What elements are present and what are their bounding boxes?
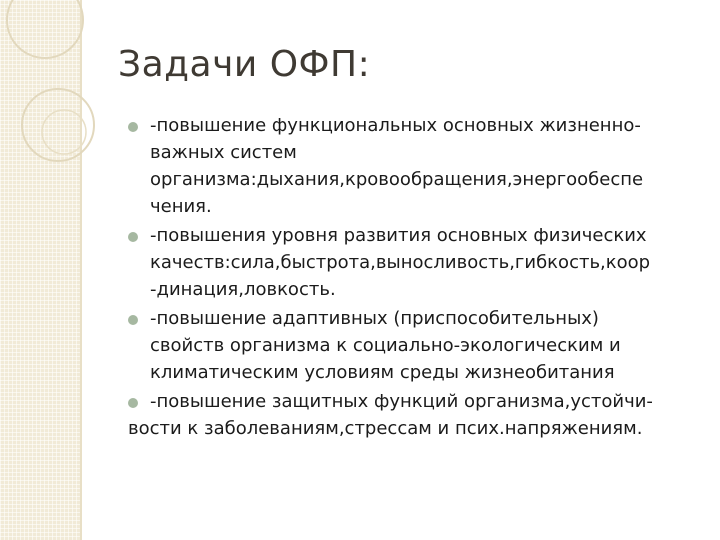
list-item-line: организма:дыхания,кровообращения,энергообеспе: [150, 169, 644, 190]
bullet-dot-icon: [128, 232, 138, 242]
list-item: [128, 112, 708, 220]
list-item-line: -повышение функциональных основных жизненно-: [150, 115, 641, 136]
list-item-line: качеств:сила,быстрота,выносливость,гибкость,коор: [150, 252, 651, 273]
bullet-dot-icon: [128, 315, 138, 325]
decorative-circles-ornament: [0, 0, 120, 200]
task-list: [128, 112, 708, 444]
list-item-line: -повышение защитных функций организма,устойчи-: [150, 391, 653, 412]
list-item-line: важных систем: [150, 142, 297, 163]
list-item: [128, 305, 708, 386]
list-item-line: -динация,ловкость.: [150, 279, 336, 300]
list-item-line: чения.: [150, 196, 212, 217]
slide-title: Задачи ОФП:: [118, 44, 371, 85]
list-item: [128, 388, 708, 442]
bullet-dot-icon: [128, 398, 138, 408]
list-item-line: свойств организма к социально-экологическим и: [150, 335, 621, 356]
list-item-line: -повышения уровня развития основных физических: [150, 225, 647, 246]
list-item-line: вости к заболеваниям,стрессам и псих.напряжениям.: [128, 418, 643, 439]
list-item-line: климатическим условиям среды жизнеобитания: [150, 362, 615, 383]
bullet-dot-icon: [128, 122, 138, 132]
list-item: [128, 222, 708, 303]
list-item-line: -повышение адаптивных (приспособительных): [150, 308, 599, 329]
